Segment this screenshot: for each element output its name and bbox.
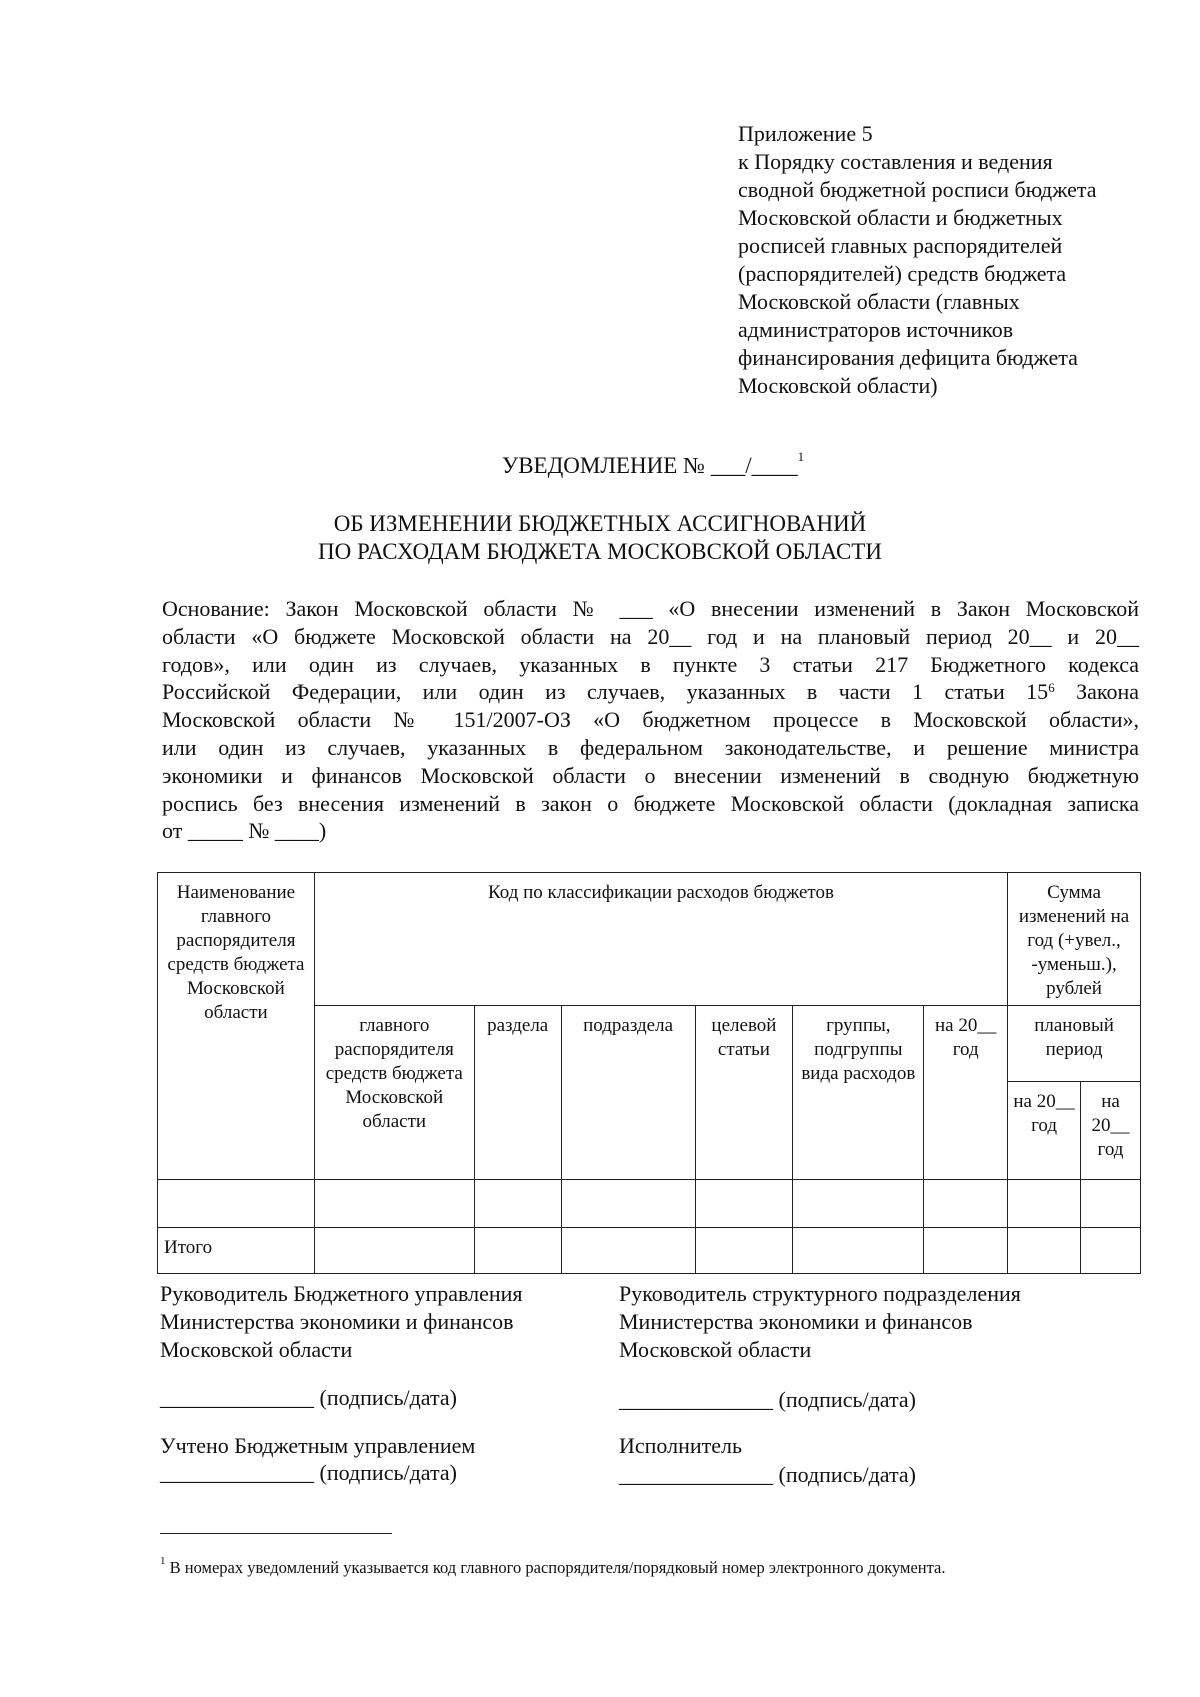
sign-line-right: ______________ (подпись/дата) bbox=[619, 1387, 916, 1412]
appendix-line: Московской области) bbox=[738, 373, 938, 398]
basis-line: или один из случаев, указанных в федеральном законодательстве, и решение министра bbox=[162, 734, 1139, 760]
table-cell bbox=[793, 1228, 924, 1274]
sig-right-line: Министерства экономики и финансов bbox=[619, 1309, 973, 1334]
appendix-line: (распорядителей) средств бюджета bbox=[738, 261, 1067, 286]
basis-line: Основание: Закон Московской области № ___ «О внесении изменений в Закон Московской bbox=[162, 596, 1139, 621]
table-cell bbox=[561, 1228, 695, 1274]
signature-left-block bbox=[160, 1280, 523, 1364]
basis-line: Московской области № 151/2007-ОЗ «О бюджетном процессе в Московской области», bbox=[162, 707, 1139, 733]
table-cell bbox=[1008, 1180, 1081, 1228]
header-sum-group: Сумма изменений на год (+увел., -уменьш.), рублей bbox=[1008, 873, 1141, 1006]
table-row bbox=[158, 1180, 1141, 1228]
sig-left-line: Московской области bbox=[160, 1337, 353, 1362]
appendix-line: Приложение 5 bbox=[738, 121, 873, 146]
notice-subtitle bbox=[0, 510, 1200, 566]
header-plan-2: на 20__ год bbox=[1080, 1082, 1140, 1180]
basis-line: области «О бюджете Московской области на 20__ год и на плановый период 20__ и 20__ bbox=[162, 623, 1139, 649]
sig-left-line: Министерства экономики и финансов bbox=[160, 1309, 514, 1334]
basis-line-4a: Российской Федерации, или один из случаев, указанных в части 1 статьи 15 bbox=[162, 679, 1049, 705]
appendix-line: администраторов источников bbox=[738, 317, 1014, 342]
signature-right-block bbox=[619, 1280, 1021, 1364]
header-plan-1: на 20__ год bbox=[1008, 1082, 1081, 1180]
footnote-mark: 1 bbox=[797, 449, 805, 464]
basis-line: экономики и финансов Московской области о внесении изменений в сводную бюджетную bbox=[162, 762, 1139, 788]
sign-line-accounted: ______________ (подпись/дата) bbox=[160, 1460, 457, 1485]
table-cell bbox=[1008, 1228, 1081, 1274]
header-podrazdel: подраздела bbox=[561, 1006, 695, 1180]
header-name: Наименование главного распорядителя средств бюджета Московской области bbox=[158, 873, 315, 1180]
appendix-line: росписей главных распорядителей bbox=[738, 233, 1063, 258]
header-vid: группы, подгруппы вида расходов bbox=[793, 1006, 924, 1180]
footnote bbox=[160, 1555, 946, 1578]
basis-line bbox=[162, 678, 1139, 706]
table-cell bbox=[924, 1228, 1008, 1274]
table-cell bbox=[474, 1228, 561, 1274]
sig-right-line: Московской области bbox=[619, 1337, 812, 1362]
appendix-block bbox=[738, 120, 1158, 400]
header-grs: главного распорядителя средств бюджета Московской области bbox=[314, 1006, 474, 1180]
table-cell bbox=[314, 1228, 474, 1274]
table-cell bbox=[158, 1180, 315, 1228]
appendix-line: к Порядку составления и ведения bbox=[738, 149, 1053, 174]
header-year: на 20__ год bbox=[924, 1006, 1008, 1180]
notice-title bbox=[0, 449, 1200, 479]
basis-line-4b: Закона bbox=[1054, 679, 1139, 705]
notice-title-text: УВЕДОМЛЕНИЕ № ___/____ bbox=[501, 453, 798, 478]
table-cell bbox=[314, 1180, 474, 1228]
sign-line-left: ______________ (подпись/дата) bbox=[160, 1385, 457, 1410]
basis-line: годов», или один из случаев, указанных в пункте 3 статьи 217 Бюджетного кодекса bbox=[162, 651, 1139, 677]
executor-label: Исполнитель bbox=[619, 1433, 743, 1458]
table-cell bbox=[924, 1180, 1008, 1228]
table-cell bbox=[1080, 1228, 1140, 1274]
footnote-number: 1 bbox=[160, 1555, 166, 1567]
appendix-line: Московской области и бюджетных bbox=[738, 205, 1063, 230]
appendix-line: Московской области (главных bbox=[738, 289, 1020, 314]
sign-line-executor: ______________ (подпись/дата) bbox=[619, 1462, 916, 1487]
appendix-line: сводной бюджетной росписи бюджета bbox=[738, 177, 1097, 202]
table-cell bbox=[793, 1180, 924, 1228]
header-celevoy: целевой статьи bbox=[695, 1006, 793, 1180]
footnote-text: В номерах уведомлений указывается код главного распорядителя/порядковый номер электронного документа. bbox=[165, 1558, 946, 1577]
table-cell bbox=[561, 1180, 695, 1228]
table-total-row bbox=[158, 1228, 1141, 1274]
header-plan: плановый период bbox=[1008, 1006, 1141, 1082]
accounted-label: Учтено Бюджетным управлением bbox=[160, 1433, 476, 1458]
assignments-table bbox=[157, 872, 1141, 1274]
basis-line: роспись без внесения изменений в закон о бюджете Московской области (докладная записка bbox=[162, 790, 1139, 816]
basis-line: от _____ № ____) bbox=[162, 818, 327, 844]
footnote-divider bbox=[160, 1533, 392, 1534]
table-cell bbox=[1080, 1180, 1140, 1228]
subtitle-line-1: ОБ ИЗМЕНЕНИИ БЮДЖЕТНЫХ АССИГНОВАНИЙ bbox=[333, 511, 867, 536]
appendix-line: финансирования дефицита бюджета bbox=[738, 345, 1078, 370]
basis-paragraph bbox=[162, 595, 1139, 845]
basis-sup: 6 bbox=[1048, 680, 1055, 696]
total-label: Итого bbox=[158, 1228, 315, 1274]
header-code-group: Код по классификации расходов бюджетов bbox=[314, 873, 1007, 1006]
table-cell bbox=[474, 1180, 561, 1228]
sig-right-line: Руководитель структурного подразделения bbox=[619, 1281, 1021, 1306]
subtitle-line-2: ПО РАСХОДАМ БЮДЖЕТА МОСКОВСКОЙ ОБЛАСТИ bbox=[318, 539, 882, 564]
table-cell bbox=[695, 1228, 793, 1274]
header-razdel: раздела bbox=[474, 1006, 561, 1180]
table-cell bbox=[695, 1180, 793, 1228]
sig-left-line: Руководитель Бюджетного управления bbox=[160, 1281, 523, 1306]
